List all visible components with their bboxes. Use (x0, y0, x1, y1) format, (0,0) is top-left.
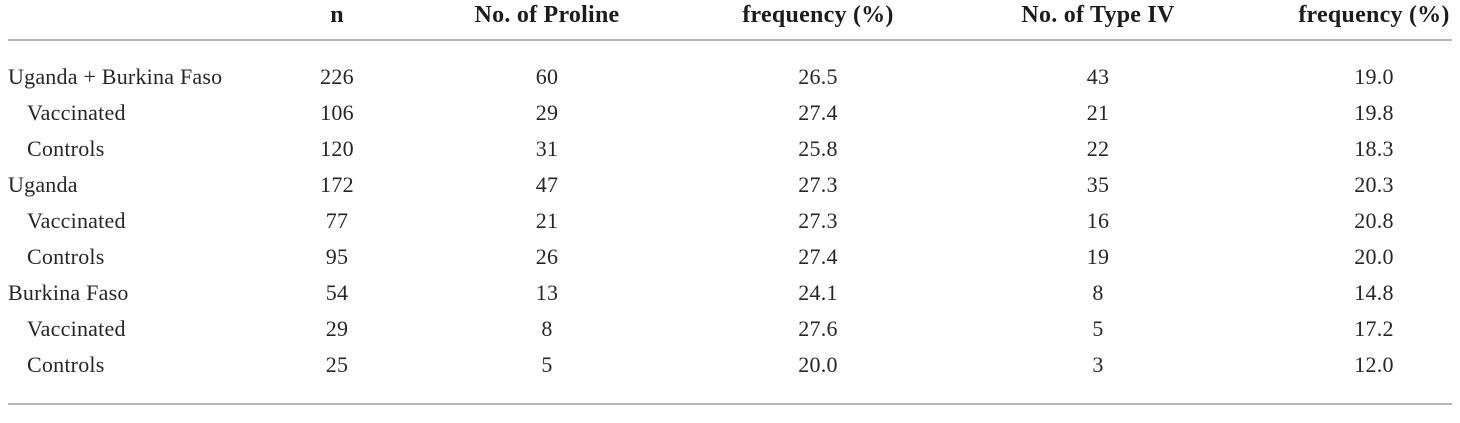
row-label: Uganda (8, 172, 78, 197)
cell-proline: 13 (535, 280, 559, 305)
cell-type-iv-frequency: 20.3 (1354, 172, 1394, 197)
table-body (8, 40, 1452, 403)
cell-type-iv: 3 (1092, 352, 1104, 377)
results-table (8, 0, 1452, 403)
cell-proline-frequency: 26.5 (798, 64, 838, 89)
table-row (8, 239, 1452, 275)
cell-proline-frequency: 24.1 (798, 280, 838, 305)
cell-proline-frequency: 20.0 (798, 352, 838, 377)
header-no-of-type-iv: No. of Type IV (986, 0, 1210, 40)
row-label: Vaccinated (27, 208, 126, 233)
cell-type-iv-frequency: 14.8 (1354, 280, 1394, 305)
row-label: Uganda + Burkina Faso (8, 64, 223, 89)
cell-proline: 31 (535, 136, 559, 161)
cell-type-iv: 8 (1092, 280, 1104, 305)
cell-proline-frequency: 27.3 (798, 208, 838, 233)
row-label: Controls (27, 352, 105, 377)
cell-type-iv-frequency: 17.2 (1354, 316, 1394, 341)
cell-type-iv: 22 (1086, 136, 1110, 161)
cell-n: 77 (325, 208, 349, 233)
cell-proline: 21 (535, 208, 559, 233)
row-label: Vaccinated (27, 100, 126, 125)
cell-type-iv-frequency: 20.8 (1354, 208, 1394, 233)
table-row (8, 95, 1452, 131)
cell-n: 95 (325, 244, 349, 269)
cell-proline-frequency: 27.4 (798, 100, 838, 125)
cell-n: 106 (320, 100, 354, 125)
row-label: Vaccinated (27, 316, 126, 341)
header-proline-frequency: frequency (%) (650, 0, 986, 40)
header-no-of-proline: No. of Proline (444, 0, 650, 40)
cell-proline: 47 (535, 172, 559, 197)
paper-table-container (8, 0, 1452, 405)
table-row (8, 347, 1452, 403)
table-row (8, 203, 1452, 239)
row-label: Burkina Faso (8, 280, 129, 305)
cell-proline: 26 (535, 244, 559, 269)
row-label: Controls (27, 136, 105, 161)
cell-proline: 29 (535, 100, 559, 125)
cell-proline: 60 (535, 64, 559, 89)
cell-type-iv-frequency: 18.3 (1354, 136, 1394, 161)
table-header (8, 0, 1452, 40)
table-row (8, 40, 1452, 95)
header-group-label (8, 0, 230, 40)
cell-type-iv: 16 (1086, 208, 1110, 233)
cell-proline-frequency: 27.6 (798, 316, 838, 341)
cell-type-iv: 21 (1086, 100, 1110, 125)
cell-n: 120 (320, 136, 354, 161)
cell-proline: 5 (541, 352, 553, 377)
cell-proline-frequency: 27.3 (798, 172, 838, 197)
cell-type-iv: 43 (1086, 64, 1110, 89)
cell-type-iv-frequency: 20.0 (1354, 244, 1394, 269)
cell-type-iv-frequency: 19.0 (1354, 64, 1394, 89)
cell-type-iv-frequency: 12.0 (1354, 352, 1394, 377)
table-row (8, 167, 1452, 203)
cell-proline-frequency: 25.8 (798, 136, 838, 161)
cell-proline: 8 (541, 316, 553, 341)
header-type-iv-frequency: frequency (%) (1210, 0, 1452, 40)
header-n: n (230, 0, 444, 40)
cell-n: 226 (320, 64, 354, 89)
row-label: Controls (27, 244, 105, 269)
cell-n: 54 (325, 280, 349, 305)
cell-type-iv: 35 (1086, 172, 1110, 197)
cell-type-iv-frequency: 19.8 (1354, 100, 1394, 125)
table-row (8, 131, 1452, 167)
table-row (8, 275, 1452, 311)
header-row (8, 0, 1452, 40)
table-row (8, 311, 1452, 347)
cell-type-iv: 19 (1086, 244, 1110, 269)
cell-type-iv: 5 (1092, 316, 1104, 341)
cell-n: 172 (320, 172, 354, 197)
cell-n: 25 (325, 352, 349, 377)
cell-n: 29 (325, 316, 349, 341)
cell-proline-frequency: 27.4 (798, 244, 838, 269)
